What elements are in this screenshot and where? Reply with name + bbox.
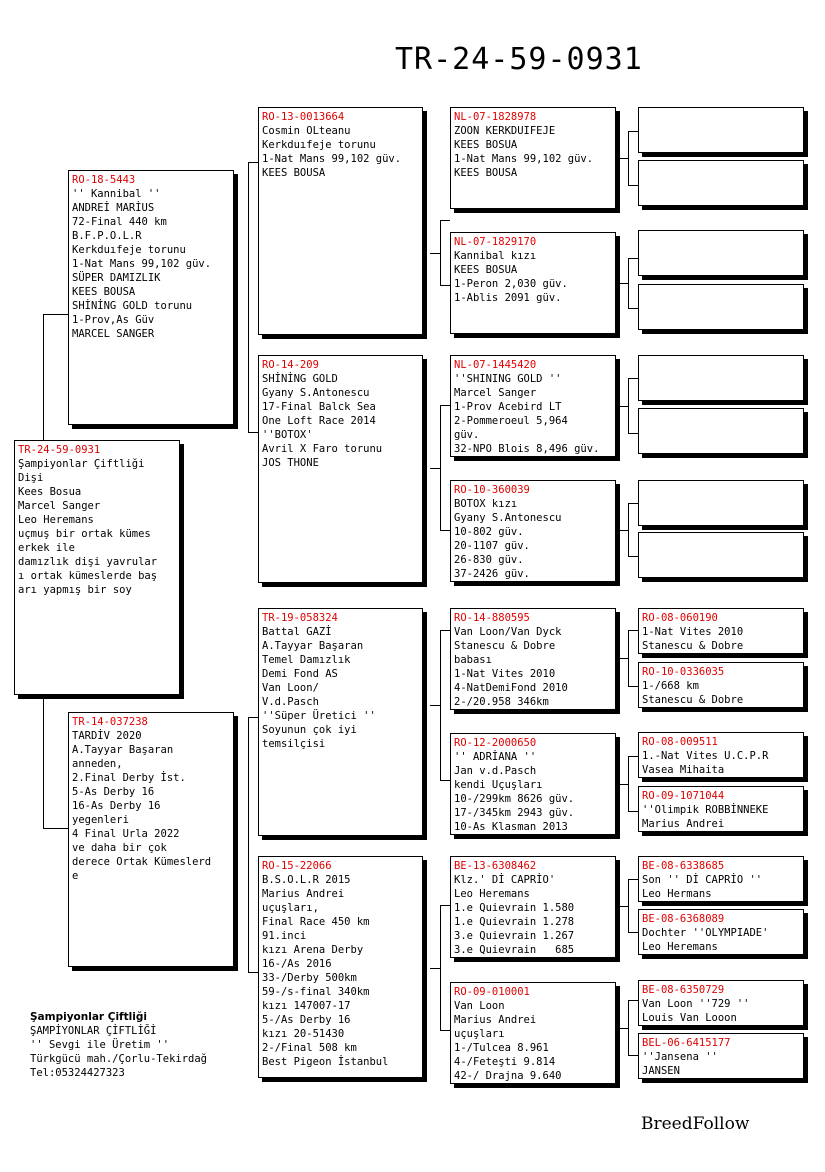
pigeon-info-line: ANDREİ MARİUS [72, 202, 155, 214]
pigeon-info-line: Son '' Dİ CAPRİO '' [642, 874, 763, 886]
pigeon-gen4 [638, 662, 804, 708]
pigeon-info-line: 5-/As Derby 16 [262, 1014, 351, 1026]
connector-line [248, 162, 258, 163]
ring-number: RO-08-060190 [642, 612, 718, 624]
pigeon-info-line: 2-/Final 508 km [262, 1042, 357, 1054]
pigeon-info-line: JOS THONE [262, 457, 319, 469]
pigeon-gen3 [450, 355, 616, 457]
pigeon-info-line: Kerkduıfeje torunu [262, 139, 376, 151]
ring-number: BE-08-6368089 [642, 913, 725, 925]
pigeon-gen4 [638, 160, 804, 206]
pigeon-info-line: Marius Andrei [262, 888, 345, 900]
connector-line [430, 468, 440, 469]
connector-line [618, 658, 628, 659]
pigeon-info-line: Best Pigeon İstanbul [262, 1056, 389, 1068]
pigeon-info-line: Stanescu & Dobre [454, 640, 556, 652]
connector-line [628, 756, 629, 811]
pigeon-info-line: 72-Final 440 km [72, 216, 167, 228]
pigeon-info-line: Final Race 450 km [262, 916, 370, 928]
pigeon-gen4 [638, 909, 804, 955]
connector-line [440, 905, 441, 1030]
pigeon-info-line: 1-Nat Mans 99,102 güv. [454, 153, 594, 165]
pigeon-info-line: Gyany S.Antonescu [454, 512, 562, 524]
pigeon-info-line: Leo Heremans [454, 888, 530, 900]
pigeon-info-line: MARCEL SANGER [72, 328, 155, 340]
connector-line [628, 131, 638, 132]
pigeon-dam-dam [258, 856, 423, 1078]
pigeon-info-line: Temel Damızlık [262, 654, 351, 666]
pigeon-info-line: e [72, 870, 79, 882]
pigeon-gen4 [638, 408, 804, 454]
pigeon-info-line: 1-/Tulcea 8.961 [454, 1042, 549, 1054]
pigeon-info-line: 32-NPO Blois 8,496 güv. [454, 443, 600, 455]
pigeon-info-line: Marius Andrei [642, 818, 725, 830]
connector-line [628, 378, 629, 433]
connector-line [440, 630, 450, 631]
ring-number: RO-10-0336035 [642, 666, 725, 678]
ring-number: BEL-06-6415177 [642, 1037, 731, 1049]
pigeon-info-line: 4 Final Urla 2022 [72, 828, 180, 840]
pigeon-info-line: 2.Final Derby İst. [72, 772, 186, 784]
connector-line [248, 432, 258, 433]
pigeon-info-line: SÜPER DAMIZLIK [72, 272, 161, 284]
pigeon-info-line: damızlık dişi yavrular [18, 556, 158, 568]
pigeon-info-line: Louis Van Looon [642, 1012, 737, 1024]
pigeon-info-line: B.S.O.L.R 2015 [262, 874, 351, 886]
connector-line [628, 378, 638, 379]
pigeon-info-line: Leo Heremans [18, 514, 94, 526]
pigeon-info-line: arı yapmış bir soy [18, 584, 132, 596]
connector-line [430, 705, 440, 706]
pigeon-info-line: Jan v.d.Pasch [454, 765, 537, 777]
pigeon-info-line: Leo Heremans [642, 941, 718, 953]
pigeon-info-line: ve daha bir çok [72, 842, 167, 854]
pigeon-info-line: SHİNİNG GOLD torunu [72, 300, 193, 312]
pigeon-gen4 [638, 732, 804, 778]
ring-number: RO-14-880595 [454, 612, 530, 624]
pigeon-info-line: 16-/As 2016 [262, 958, 332, 970]
connector-line [628, 811, 638, 812]
connector-line [628, 756, 638, 757]
ring-number: RO-08-009511 [642, 736, 718, 748]
pigeon-info-line: 37-2426 güv. [454, 568, 530, 580]
pigeon-info-line: 20-1107 güv. [454, 540, 530, 552]
connector-line [628, 879, 629, 932]
breeder-name: Şampiyonlar Çiftliği [30, 1011, 147, 1023]
connector-line [440, 780, 450, 781]
pigeon-info-line: One Loft Race 2014 [262, 415, 376, 427]
pigeon-gen4 [638, 856, 804, 902]
pigeon-info-line: uçmuş bir ortak kümes [18, 528, 151, 540]
pigeon-gen3 [450, 480, 616, 582]
pigeon-info-line: V.d.Pasch [262, 696, 319, 708]
ring-number: NL-07-1445420 [454, 359, 537, 371]
connector-line [628, 879, 638, 880]
pigeon-info-line: KEES BOUSA [454, 167, 518, 179]
pigeon-info-line: KEES BOUSA [262, 167, 326, 179]
connector-line [628, 131, 629, 185]
pigeon-gen3 [450, 232, 616, 334]
pigeon-sire-sire [258, 107, 423, 335]
pigeon-info-line: kızı Arena Derby [262, 944, 364, 956]
pigeon-info-line: 1-Ablis 2091 güv. [454, 292, 562, 304]
connector-line [430, 253, 440, 254]
pigeon-info-line: 1-Nat Mans 99,102 güv. [262, 153, 402, 165]
pigeon-info-line: 42-/ Drajna 9.640 [454, 1070, 562, 1082]
pigeon-info-line: Klz.' Dİ CAPRİO' [454, 874, 556, 886]
breeder-line: Türkgücü mah./Çorlu-Tekirdağ [30, 1053, 208, 1065]
pigeon-gen4 [638, 284, 804, 330]
pigeon-info-line: 1-Nat Mans 99,102 güv. [72, 258, 212, 270]
pigeon-info-line: 1.e Quievrain 1.278 [454, 916, 575, 928]
pigeon-info-line: ''BOTOX' [262, 429, 313, 441]
pigeon-info-line: 17-/345km 2943 güv. [454, 807, 575, 819]
pigeon-info-line: 1-Prov,As Güv [72, 314, 155, 326]
pigeon-info-line: ZOON KERKDUIFEJE [454, 125, 556, 137]
ring-number: RO-09-010001 [454, 986, 530, 998]
pigeon-info-line: KEES BOSUA [454, 139, 518, 151]
pigeon-gen3 [450, 107, 616, 209]
pigeon-info-line: yegenleri [72, 814, 129, 826]
ring-number: BE-13-6308462 [454, 860, 537, 872]
connector-line [248, 717, 258, 718]
pigeon-info-line: babası [454, 654, 492, 666]
pigeon-info-line: 33-/Derby 500km [262, 972, 357, 984]
pigeon-info-line: 1.-Nat Vites U.C.P.R [642, 750, 769, 762]
pigeon-info-line: 1-Peron 2,030 güv. [454, 278, 568, 290]
connector-line [618, 1028, 628, 1029]
pigeon-gen3 [450, 733, 616, 835]
pigeon-gen4 [638, 107, 804, 153]
breeder-line: '' Sevgi ile Üretim '' [30, 1039, 170, 1051]
ring-number: RO-18-5443 [72, 174, 136, 186]
pigeon-info-line: Kannibal kızı [454, 250, 537, 262]
connector-line [440, 405, 450, 406]
pigeon-gen4 [638, 980, 804, 1026]
pigeon-info-line: Şampiyonlar Çiftliği [18, 458, 145, 470]
pigeon-info-line: Marius Andrei [454, 1014, 537, 1026]
connector-line [440, 630, 441, 780]
pigeon-info-line: Soyunun çok iyi [262, 724, 357, 736]
pigeon-info-line: 59-/s-final 340km [262, 986, 370, 998]
pigeon-info-line: uçuşları [454, 1028, 505, 1040]
pigeon-sire [68, 170, 234, 425]
ring-number: NL-07-1829170 [454, 236, 537, 248]
pigeon-subject [14, 440, 180, 695]
pigeon-info-line: derece Ortak Kümeslerd [72, 856, 212, 868]
pigeon-info-line: 10-/299km 8626 güv. [454, 793, 575, 805]
pigeon-info-line: Leo Hermans [642, 888, 712, 900]
pigeon-gen4 [638, 480, 804, 526]
connector-line [440, 220, 441, 285]
connector-line [248, 717, 249, 972]
pigeon-info-line: 91.inci [262, 930, 307, 942]
pigeon-sire-dam [258, 355, 423, 583]
pigeon-info-line: ''Olimpik ROBBİNNEKE [642, 804, 769, 816]
connector-line [43, 828, 68, 829]
connector-line [618, 784, 628, 785]
pedigree-title: TR-24-59-0931 [395, 42, 643, 77]
pigeon-info-line: '' Kannibal '' [72, 188, 161, 200]
pigeon-info-line: SHİNİNG GOLD [262, 373, 338, 385]
pigeon-info-line: Marcel Sanger [454, 387, 537, 399]
pigeon-info-line: Vasea Mihaita [642, 764, 725, 776]
pigeon-info-line: BOTOX kızı [454, 498, 518, 510]
pigeon-dam [68, 712, 234, 967]
pigeon-info-line: Kees Bosua [18, 486, 82, 498]
pigeon-info-line: güv. [454, 429, 480, 441]
ring-number: RO-12-2000650 [454, 737, 537, 749]
pigeon-gen3 [450, 608, 616, 710]
pigeon-info-line: ''SHINING GOLD '' [454, 373, 562, 385]
pigeon-info-line: Battal GAZİ [262, 626, 332, 638]
connector-line [628, 1000, 638, 1001]
connector-line [628, 630, 638, 631]
pigeon-info-line: KEES BOUSA [72, 286, 136, 298]
ring-number: TR-14-037238 [72, 716, 148, 728]
pigeon-info-line: kızı 147007-17 [262, 1000, 351, 1012]
connector-line [440, 530, 450, 531]
pigeon-info-line: 4-NatDemiFond 2010 [454, 682, 568, 694]
connector-line [628, 556, 638, 557]
pigeon-info-line: 5-As Derby 16 [72, 786, 155, 798]
pigeon-info-line: ''Süper Üretici '' [262, 710, 376, 722]
pigeon-info-line: uçuşları, [262, 902, 319, 914]
connector-line [628, 932, 638, 933]
connector-line [618, 406, 628, 407]
connector-line [628, 630, 629, 686]
pigeon-gen3 [450, 856, 616, 958]
pigeon-gen4 [638, 1033, 804, 1079]
pigeon-info-line: Van Loon/ [262, 682, 319, 694]
pigeon-info-line: KEES BOSUA [454, 264, 518, 276]
ring-number: BE-08-6338685 [642, 860, 725, 872]
pigeon-info-line: ı ortak kümeslerde baş [18, 570, 158, 582]
ring-number: TR-19-058324 [262, 612, 338, 624]
ring-number: RO-13-0013664 [262, 111, 345, 123]
pigeon-info-line: A.Tayyar Başaran [72, 744, 174, 756]
connector-line [43, 314, 68, 315]
connector-line [440, 285, 450, 286]
pigeon-info-line: Avril X Faro torunu [262, 443, 383, 455]
pigeon-info-line: 1-Nat Vites 2010 [642, 626, 744, 638]
pigeon-info-line: Dochter ''OLYMPIADE' [642, 927, 769, 939]
connector-line [628, 308, 638, 309]
pigeon-info-line: 2-/20.958 346km [454, 696, 549, 708]
ring-number: RO-15-22066 [262, 860, 332, 872]
connector-line [440, 1030, 450, 1031]
pigeon-info-line: JANSEN [642, 1065, 680, 1077]
pigeon-info-line: kendi Uçuşları [454, 779, 543, 791]
pigeon-gen4 [638, 786, 804, 832]
pigeon-gen3 [450, 982, 616, 1084]
pigeon-info-line: 16-As Derby 16 [72, 800, 161, 812]
pigeon-info-line: Cosmin OLteanu [262, 125, 351, 137]
pigeon-info-line: 2-Pommeroeul 5,964 [454, 415, 568, 427]
pigeon-info-line: 10-As Klasman 2013 [454, 821, 568, 833]
connector-line [248, 162, 249, 432]
connector-line [628, 258, 638, 259]
pigeon-info-line: temsilçisi [262, 738, 326, 750]
pigeon-info-line: 1-Prov Acebird LT [454, 401, 562, 413]
connector-line [440, 220, 450, 221]
connector-line [628, 185, 638, 186]
connector-line [618, 530, 628, 531]
pigeon-info-line: ''Jansena '' [642, 1051, 718, 1063]
pigeon-info-line: A.Tayyar Başaran [262, 640, 364, 652]
ring-number: TR-24-59-0931 [18, 444, 101, 456]
pigeon-info-line: '' ADRİANA '' [454, 751, 537, 763]
brand-logo: BreedFollow [641, 1114, 750, 1134]
pigeon-info-line: 3.e Quievrain 685 [454, 944, 575, 956]
pigeon-info-line: Van Loon [454, 1000, 505, 1012]
pigeon-info-line: B.F.P.O.L.R [72, 230, 142, 242]
connector-line [628, 258, 629, 308]
pigeon-info-line: Van Loon ''729 '' [642, 998, 750, 1010]
pigeon-info-line: Gyany S.Antonescu [262, 387, 370, 399]
connector-line [618, 158, 628, 159]
connector-line [430, 968, 440, 969]
connector-line [628, 1055, 638, 1056]
connector-line [628, 503, 638, 504]
ring-number: RO-09-1071044 [642, 790, 725, 802]
ring-number: RO-14-209 [262, 359, 319, 371]
pigeon-gen4 [638, 532, 804, 578]
connector-line [618, 283, 628, 284]
pigeon-info-line: 1-/668 km [642, 680, 699, 692]
connector-line [440, 905, 450, 906]
pigeon-info-line: 1-Nat Vites 2010 [454, 668, 556, 680]
pigeon-gen4 [638, 230, 804, 276]
pigeon-info-line: erkek ile [18, 542, 75, 554]
connector-line [628, 503, 629, 556]
pigeon-info-line: 26-830 güv. [454, 554, 524, 566]
pigeon-info-line: 4-/Feteşti 9.814 [454, 1056, 556, 1068]
pigeon-info-line: anneden, [72, 758, 123, 770]
pigeon-info-line: 17-Final Balck Sea [262, 401, 376, 413]
ring-number: RO-10-360039 [454, 484, 530, 496]
pigeon-info-line: TARDİV 2020 [72, 730, 142, 742]
connector-line [618, 906, 628, 907]
connector-line [628, 1000, 629, 1055]
pigeon-dam-sire [258, 608, 423, 836]
connector-line [628, 433, 638, 434]
connector-line [440, 405, 441, 530]
pigeon-info-line: Kerkduıfeje torunu [72, 244, 186, 256]
pigeon-info-line: Demi Fond AS [262, 668, 338, 680]
pigeon-gen4 [638, 355, 804, 401]
ring-number: NL-07-1828978 [454, 111, 537, 123]
pigeon-info-line: Stanescu & Dobre [642, 694, 744, 706]
pigeon-info-line: Van Loon/Van Dyck [454, 626, 562, 638]
pigeon-info-line: Marcel Sanger [18, 500, 101, 512]
pigeon-info-line: 1.e Quievrain 1.580 [454, 902, 575, 914]
breeder-line: ŞAMPİYONLAR ÇİFTLİĞİ [30, 1025, 157, 1037]
ring-number: BE-08-6350729 [642, 984, 725, 996]
pigeon-info-line: 3.e Quievrain 1.267 [454, 930, 575, 942]
connector-line [628, 686, 638, 687]
connector-line [248, 972, 258, 973]
breeder-info [30, 1010, 207, 1080]
pigeon-info-line: Dişi [18, 472, 44, 484]
pigeon-info-line: kızı 20-51430 [262, 1028, 345, 1040]
breeder-line: Tel:05324427323 [30, 1067, 125, 1079]
pigeon-info-line: Stanescu & Dobre [642, 640, 744, 652]
pigeon-info-line: 10-802 güv. [454, 526, 524, 538]
pigeon-gen4 [638, 608, 804, 654]
